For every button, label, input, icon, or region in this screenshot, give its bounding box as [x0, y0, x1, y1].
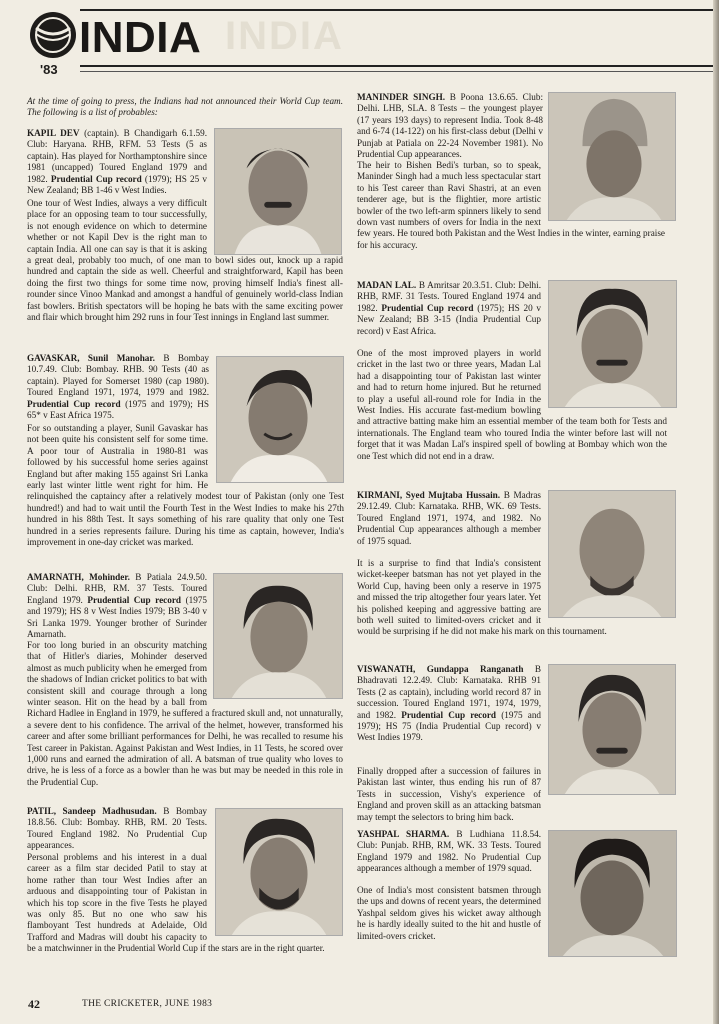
- player-details: B Poona 13.6.65. Club: Delhi. LHB, SLA. 8 Tests – the youngest player (17 years 193 days) to represent India. Took 8-48 and 6-74 (14-122) on his first-class debut (Delhi v Punjab at Patiala on 22-24 November 1981). No Prudential Cup appearances.: [357, 92, 543, 160]
- player-bio-text: One tour of West Indies, always a very difficult place for an opposing team to tour successfully, is not enough evidence on which to determine whether or not Kapil Dev is the right man to captain India. All one can say is that it is asking a great deal, probably too much, of one man to bowl sides out, knock up a rapid hundred and captain the side as well. Cheerful and straightforward, Kapil has been doing the first two things for some time now, proving himself India's finest all-rounder since Vinoo Mankad and amongst a handful of genuinely world-class Indian fast bowlers. British spectators will be hoping he bats with the same exciting power and flair which brought him 292 runs in four Test innings in England last summer.: [27, 198, 343, 323]
- player-bio-text: Finally dropped after a succession of failures in Pakistan last winter, thus ending his run of 87 Tests in succession, Vishy's experience of England and proven skill as an attacking batsman may tempt the selectors to bring him back.: [357, 766, 541, 822]
- cricket-ball-logo-icon: [28, 10, 78, 60]
- page-number: 42: [28, 997, 40, 1011]
- player-details: B Madras 29.12.49. Club: Karnataka. RHB, WK. 69 Tests. Toured England 1971, 1974, and 1982. No Prudential Cup appearances although a member of 1975 squad.: [357, 490, 542, 546]
- player-details: B Ludhiana 11.8.54. Club: Punjab. RHB, RM, WK. 33 Tests. Toured England 1979 and 1982. No Prudential Cup appearances although a member of 1979 squad.: [357, 829, 542, 874]
- player-bio-kapil-dev: [27, 198, 343, 323]
- prudential-cup-label: Prudential Cup record: [27, 398, 121, 409]
- player-photo-viswanath: [548, 664, 676, 795]
- prudential-cup-label: Prudential Cup record: [401, 709, 497, 720]
- player-name: KIRMANI, Syed Mujtaba Hussain.: [357, 490, 501, 500]
- player-photo-yashpal-sharma: [548, 830, 677, 957]
- player-details: B Patiala 24.9.50. Club: Delhi. RHB, RM. 37 Tests. Toured England 1979.: [27, 572, 207, 605]
- player-bio-text: For too long buried in an obscurity matching that of Hitler's diaries, Mohinder deserved almost as much publicity when he emerged from the shadows of Indian cricket politics to bat with consistent skill and courage through a long winter season. Hit on the head by a ball from Richard Hadlee in England in 1979, he suffered a fractured skull and, not unnaturally, a severe dent to his confidence. The arrival of the helmet, however, transformed his career and after some brilliant performances for Delhi, he was recalled to resume his Test career in Pakistan. Against Pakistan and West Indies, in 11 Tests, he scored over 1,000 runs and earned the admiration of all. A batsman of true quality who loves to drive, he is less of a force as a bowler than he was but may be needed in this role in the Prudential Cup.: [27, 640, 343, 787]
- player-record: (1975); HS 20 v New Zealand; BB 3-15 (India Prudential Cup record) v East Africa.: [357, 302, 542, 336]
- player-bio-viswanath: [357, 766, 541, 823]
- player-entry-yashpal-top: [357, 829, 541, 875]
- player-name: GAVASKAR, Sunil Manohar.: [27, 353, 155, 363]
- player-bio-amarnath: [27, 640, 343, 788]
- player-name: MADAN LAL.: [357, 280, 417, 290]
- player-entry-kapil-dev-top: [27, 128, 207, 196]
- player-entry-amarnath-top: [27, 572, 207, 640]
- player-entry-viswanath-top: [357, 664, 541, 744]
- player-bio-text: The heir to Bishen Bedi's turban, so to speak, Maninder Singh had a much less spectacular start to his Test career than Ravi Shastri, at an even tenderer age, but is the flightier, more artistic bowler of the two left-arm spinners likely to send down vast numbers of overs for India in the next few years. He toured both Pakistan and the West Indies in the winter, earning praise for his accuracy.: [357, 160, 665, 250]
- player-entry-kirmani-top: [357, 490, 541, 547]
- player-details: B Bombay 18.8.56. Club: Bombay. RHB, RM. 20 Tests. Toured England 1982. No Prudential Cup appearances.: [27, 806, 208, 851]
- player-bio-patil: [27, 852, 343, 955]
- player-bio-kirmani: [357, 558, 667, 638]
- player-record: (1975 and 1979); HS 75 (India Prudential Cup record) v West Indies 1979.: [357, 709, 542, 743]
- year-label: '83: [40, 62, 58, 77]
- player-bio-text: It is a surprise to find that India's consistent wicket-keeper batsman has not yet played in the World Cup, having been only a reserve in 1975 and missed the trip altogether four years later. Yet his polished keeping and aggressive batting are both well suited to limited-overs cricket and it would be surprising if he did not make his mark on this tournament.: [357, 558, 607, 637]
- intro-paragraph: At the time of going to press, the Indians had not announced their World Cup team. The following is a list of probables:: [27, 96, 343, 118]
- player-details: B Bhadravati 12.2.49. Club: Karnataka. RHB 91 Tests (2 as captain), including world record 87 in succession. Toured England 1971, 1974, 1979, and 1982.: [357, 664, 542, 720]
- player-name: YASHPAL SHARMA.: [357, 829, 450, 839]
- faded-background-lettering: INDIA: [225, 14, 344, 58]
- player-bio-gavaskar: [27, 423, 344, 548]
- player-entry-gavaskar-top: [27, 353, 209, 421]
- player-record: (1975 and 1979); HS 8 v West Indies 1979; BB 3-40 v Sri Lanka 1979. Younger brother of Surinder Amarnath.: [27, 594, 208, 640]
- header-rule-top: [80, 9, 713, 11]
- player-record: (1975 and 1979); HS 65* v East Africa 1975.: [27, 398, 209, 421]
- player-bio-text: One of India's most consistent batsmen through the ups and downs of recent years, the determined Yashpal seldom gives his wicket away although he is hardly ideally suited to the hit and hustle of limited-overs cricket.: [357, 885, 541, 941]
- player-name: MANINDER SINGH.: [357, 92, 446, 102]
- player-name: PATIL, Sandeep Madhusudan.: [27, 806, 157, 816]
- player-details: (captain). B Chandigarh 6.1.59. Club: Haryana. RHB, RFM. 53 Tests (5 as captain). Has played for Northamptonshire since 1981 (uncapped) Toured England 1979 and 1982.: [27, 128, 207, 184]
- prudential-cup-label: Prudential Cup record: [381, 302, 474, 313]
- page-edge-shadow: [713, 0, 719, 1024]
- player-entry-maninder-top: [357, 92, 543, 160]
- prudential-cup-label: Prudential Cup record: [87, 594, 182, 605]
- player-bio-text: For so outstanding a player, Sunil Gavaskar has not been quite his consistent self for some time. A poor tour of Australia in 1980-81 was followed by his successful home series against England but after making 155 against Sri Lanka early last winter little went right for him. He relinquished the captaincy after a relatively modest tour of Pakistan (only one Test hundred!) and had to wait until the Fourth Test in the West Indies to make his 27th hundred in his 88th Test. It says something of his rare quality that only one Test hundred in a series represents failure. During his time as captain, however, India's improvement in one-day cricket was marked.: [27, 423, 344, 548]
- prudential-cup-label: Prudential Cup record: [50, 173, 142, 184]
- player-record: (1979); HS 25 v New Zealand; BB 1-46 v West Indies.: [27, 173, 208, 196]
- header-rule-bottom: [80, 65, 713, 67]
- player-bio-text: Personal problems and his interest in a dual career as a film star decided Patil to stay at home rather than tour West Indies after an arduous and disappointing tour of Pakistan in which his top score in the five Tests he played was only 85. But no one who saw his flamboyant Test hundreds at Adelaide, Old Trafford and Madras will doubt his capacity to be a matchwinner in the Prudential World Cup if the stars are in the right quarter.: [27, 852, 325, 954]
- player-bio-maninder: [357, 160, 665, 251]
- page-title: INDIA: [79, 13, 202, 62]
- player-details: B Amritsar 20.3.51. Club: Delhi. RHB, RMF. 31 Tests. Toured England 1974 and 1982.: [357, 280, 541, 313]
- publication-credit: THE CRICKETER, JUNE 1983: [82, 999, 213, 1009]
- player-entry-madan-lal-top: [357, 280, 541, 337]
- player-details: B Bombay 10.7.49. Club: Bombay. RHB. 90 Tests (40 as captain). Played for Somerset 1980 (cap 1980). Toured England 1971, 1974, 1979 and 1982.: [27, 353, 210, 398]
- player-bio-text: One of the most improved players in world cricket in the last two or three years, Madan Lal had a disappointing tour of Pakistan last winter and had to return home injured. But he returned to play a useful all-round role for India in the West Indies. His accurate fast-medium bowling and attractive batting make him an essential member of the team both for Tests and internationals. The England team who toured India the winter before last will not forget that it was Madan Lal's inspired spell of bowling at Bombay which won the one Test which did not end in a draw.: [357, 348, 667, 461]
- player-bio-yashpal: [357, 885, 541, 942]
- header-rule-thin: [80, 71, 713, 72]
- player-name: VISWANATH, Gundappa Ranganath: [357, 664, 524, 674]
- player-entry-patil-top: [27, 806, 207, 852]
- player-name: KAPIL DEV: [27, 128, 80, 138]
- player-bio-madan-lal: [357, 348, 667, 462]
- player-name: AMARNATH, Mohinder.: [27, 572, 130, 582]
